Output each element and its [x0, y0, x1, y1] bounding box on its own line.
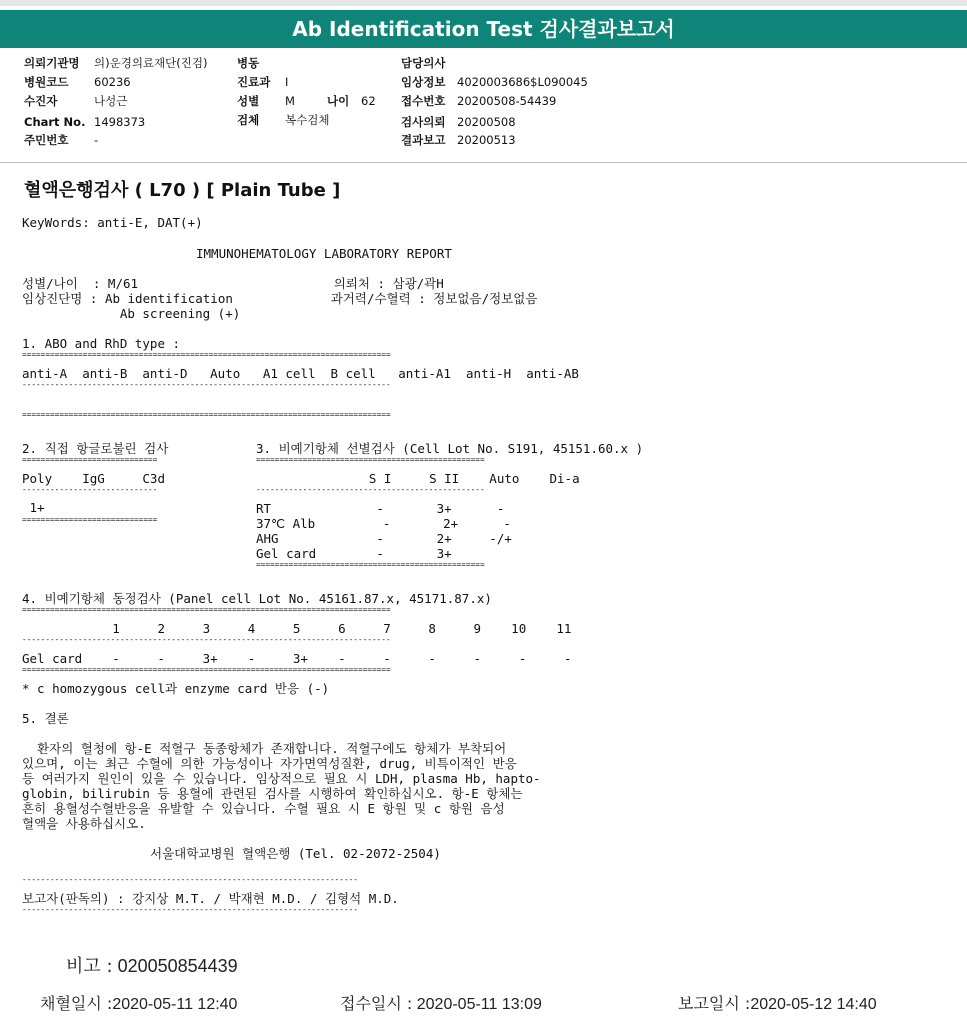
sec3-single-line: -------------------------------------------------: [256, 485, 485, 494]
sec4-double-line: ===============================================================================: [22, 605, 391, 614]
conclusion-line-6: 혈액을 사용하십시오.: [22, 816, 146, 831]
conclusion-line-2: 있으며, 이는 최근 수혈에 의한 가능성이나 자가면역성질환, drug, 비특이적인 반응: [22, 756, 517, 771]
sec2-single-line: -----------------------------: [22, 485, 158, 494]
keywords: KeyWords: anti-E, DAT(+): [22, 215, 203, 230]
info-specimen: 검체 복수검체: [237, 113, 330, 127]
sec2-double-line: =============================: [22, 455, 158, 464]
sec1-title: 1. ABO and RhD type :: [22, 336, 181, 351]
sec5-title: 5. 결론: [22, 711, 69, 726]
info-ward: 병동: [237, 56, 260, 70]
sec4-note: * c homozygous cell과 enzyme card 반응 (-): [22, 681, 330, 696]
sec1-bottom-double-line: ===============================================================================: [22, 410, 391, 419]
info-clinical: 임상정보 4020003686$L090045: [401, 75, 588, 89]
info-hospital: 의뢰기관명 의)운경의료재단(진검): [24, 56, 208, 70]
info-sex: 성별 M 나이 62: [237, 94, 376, 108]
sec3-title: 3. 비예기항체 선별검사 (Cell Lot No. S191, 45151.60.x ): [256, 441, 644, 456]
sec3-row-rt: RT - 3+ -: [256, 501, 505, 516]
hospital-contact: 서울대학교병원 혈액은행 (Tel. 02-2072-2504): [150, 846, 441, 861]
sec4-header: 1 2 3 4 5 6 7 8 9 10 11: [22, 621, 572, 636]
sec3-row-ahg: AHG - 2+ -/+: [256, 531, 512, 546]
sec2-header: Poly IgG C3d: [22, 471, 165, 486]
sec3-row-alb: 37℃ Alb - 2+ -: [256, 516, 511, 531]
sec4-single-line: -------------------------------------------------------------------------------: [22, 635, 391, 644]
sec1-top-double-line: ===============================================================================: [22, 350, 391, 359]
info-department: 진료과 I: [237, 75, 289, 89]
report-header-title: Ab Identification Test 검사결과보고서: [0, 10, 967, 48]
report-section-title: 혈액은행검사 ( L70 ) [ Plain Tube ]: [24, 180, 341, 201]
report-datetime: 보고일시 :2020-05-12 14:40: [678, 994, 877, 1013]
sec4-row-gel: Gel card - - 3+ - 3+ - - - - - -: [22, 651, 572, 666]
info-hospital-code: 병원코드 60236: [24, 75, 131, 89]
sec3-row-gel: Gel card - 3+: [256, 546, 452, 561]
conclusion-line-5: 흔히 용혈성수혈반응을 유발할 수 있습니다. 수혈 필요 시 E 항원 및 c 항원 음성: [22, 801, 505, 816]
info-chart-no: Chart No. 1498373: [24, 115, 146, 129]
patient-line-3: Ab screening (+): [22, 306, 241, 321]
conclusion-line-1: 환자의 혈청에 항-E 적혈구 동종항체가 존재합니다. 적혈구에도 항체가 부착되어: [22, 741, 507, 756]
patient-line-1: 성별/나이 : M/61 의뢰처 : 삼광/곽H: [22, 276, 444, 291]
conclusion-line-3: 등 여러가지 원인이 있을 수 있습니다. 임상적으로 필요 시 LDH, plasma Hb, hapto-: [22, 771, 541, 786]
section-divider: [0, 162, 967, 163]
sec2-bottom-line: =============================: [22, 515, 158, 524]
note-field: 비고 : 020050854439: [66, 956, 238, 977]
info-patient: 수진자 나성근: [24, 94, 128, 108]
sec1-header: anti-A anti-B anti-D Auto A1 cell B cell anti-A1 anti-H anti-AB: [22, 366, 579, 381]
info-doctor: 담당의사: [401, 56, 446, 70]
info-receipt-no: 접수번호 20200508-54439: [401, 94, 557, 108]
patient-line-2: 임상진단명 : Ab identification 과거력/수혈력 : 정보없음/정보없음: [22, 291, 538, 306]
sec2-title: 2. 직접 항글로불린 검사: [22, 441, 169, 456]
info-resident-no: 주민번호 -: [24, 133, 99, 147]
sec3-header: S I S II Auto Di-a: [256, 471, 580, 486]
sec3-bottom-line: =================================================: [256, 560, 485, 569]
top-border: [0, 0, 967, 6]
draw-datetime: 채혈일시 :2020-05-11 12:40: [40, 994, 238, 1013]
info-request-date: 검사의뢰 20200508: [401, 115, 516, 129]
sec4-bottom-line: ===============================================================================: [22, 665, 391, 674]
signature-bottom-line: ------------------------------------------------------------------------: [22, 905, 358, 914]
reporter-line: 보고자(판독의) : 강지상 M.T. / 박재현 M.D. / 김형석 M.D.: [22, 891, 399, 906]
sec4-title: 4. 비예기항체 동정검사 (Panel cell Lot No. 45161.87.x, 45171.87.x): [22, 591, 492, 606]
signature-top-line: ------------------------------------------------------------------------: [22, 875, 358, 884]
sec1-sub-line: -------------------------------------------------------------------------------: [22, 380, 391, 389]
lab-report-title: IMMUNOHEMATOLOGY LABORATORY REPORT: [196, 246, 452, 261]
conclusion-line-4: globin, bilirubin 등 용혈에 관련된 검사를 시행하여 확인하십시오. 항-E 항체는: [22, 786, 523, 801]
receipt-datetime: 접수일시 : 2020-05-11 13:09: [340, 994, 542, 1013]
sec3-double-line: =================================================: [256, 455, 485, 464]
info-report-date: 결과보고 20200513: [401, 133, 516, 147]
sec2-value: 1+: [22, 500, 45, 515]
